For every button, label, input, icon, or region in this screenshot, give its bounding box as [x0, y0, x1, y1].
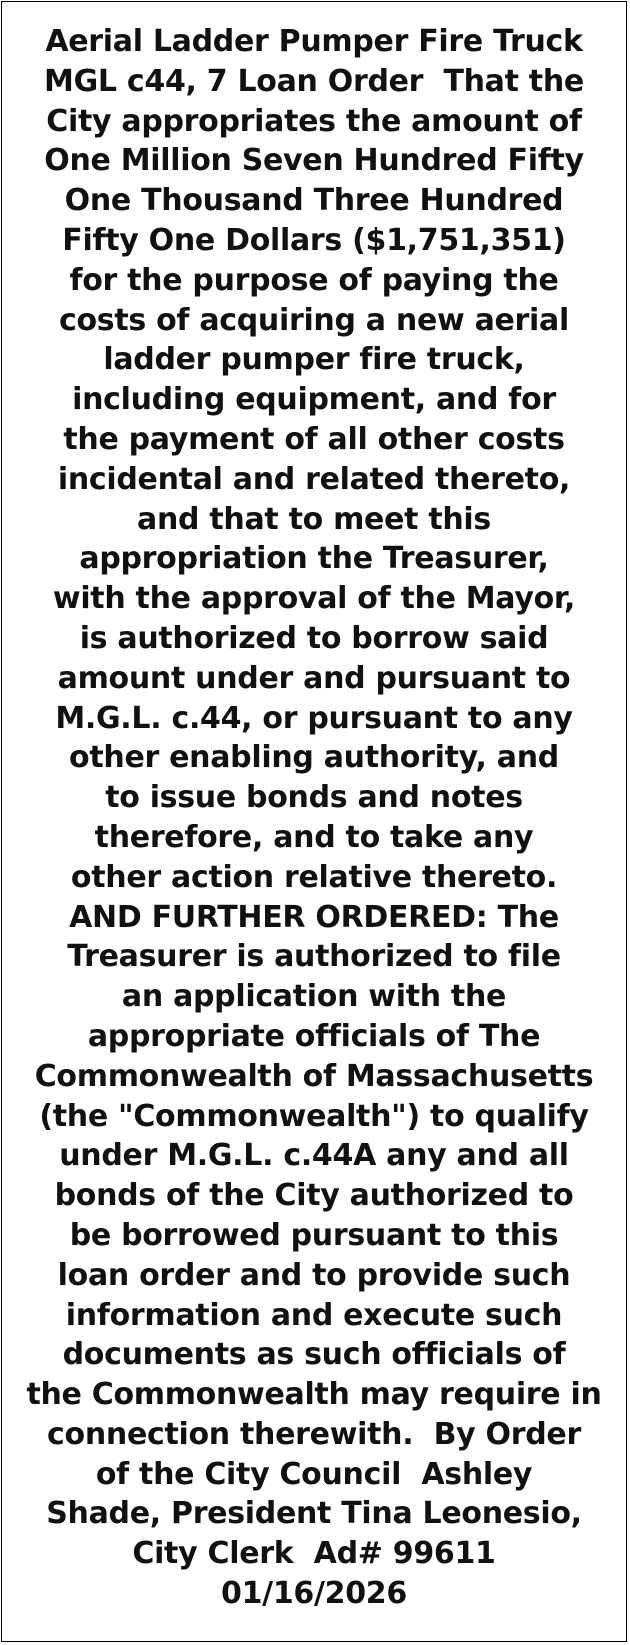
- notice-line: bonds of the City authorized to: [54, 1178, 574, 1214]
- notice-line: Treasurer is authorized to file: [67, 939, 561, 975]
- notice-line: (the "Commonwealth") to qualify: [39, 1098, 589, 1134]
- notice-line: and that to meet this: [137, 501, 491, 537]
- notice-line: an application with the: [121, 979, 507, 1015]
- notice-text: [10, 22, 618, 1614]
- notice-line: costs of acquiring a new aerial: [59, 302, 569, 338]
- notice-line: the Commonwealth may require in: [26, 1377, 602, 1413]
- notice-line: under M.G.L. c.44A any and all: [59, 1138, 569, 1174]
- notice-line: including equipment, and for: [72, 382, 556, 418]
- notice-line: incidental and related thereto,: [57, 461, 571, 497]
- notice-line: M.G.L. c.44, or pursuant to any: [55, 700, 573, 736]
- notice-line: One Thousand Three Hundred: [64, 183, 564, 219]
- notice-line: Shade, President Tina Leonesio,: [46, 1496, 582, 1532]
- notice-line: with the approval of the Mayor,: [52, 581, 576, 617]
- notice-line: is authorized to borrow said: [79, 620, 549, 656]
- notice-line: One Million Seven Hundred Fifty: [44, 143, 584, 179]
- notice-line: documents as such officials of: [62, 1337, 566, 1373]
- notice-line: AND FURTHER ORDERED: The: [69, 899, 559, 935]
- notice-line: therefore, and to take any: [94, 819, 534, 855]
- notice-line: be borrowed pursuant to this: [69, 1217, 559, 1253]
- notice-line: ladder pumper fire truck,: [103, 342, 525, 378]
- notice-line: appropriate officials of The: [87, 1018, 541, 1054]
- notice-line: information and execute such: [65, 1297, 563, 1333]
- notice-line: other action relative thereto.: [70, 859, 558, 895]
- notice-title-line: Aerial Ladder Pumper Fire Truck: [45, 24, 583, 59]
- notice-line: of the City Council Ashley: [95, 1456, 533, 1492]
- notice-line: other enabling authority, and: [69, 740, 559, 776]
- notice-line: loan order and to provide such: [57, 1257, 571, 1293]
- notice-line: Commonwealth of Massachusetts: [34, 1058, 594, 1094]
- notice-line: to issue bonds and notes: [105, 780, 523, 816]
- notice-line: City appropriates the amount of: [46, 103, 582, 139]
- notice-line: for the purpose of paying the: [69, 262, 559, 298]
- notice-line: the payment of all other costs: [63, 421, 565, 457]
- notice-line: connection therewith. By Order: [47, 1416, 581, 1452]
- notice-line: amount under and pursuant to: [57, 660, 571, 696]
- notice-line: MGL c44, 7 Loan Order That the: [44, 63, 584, 99]
- legal-notice-ad: [1, 1, 627, 1642]
- publication-date: 01/16/2026: [221, 1576, 407, 1612]
- ad-number-line: City Clerk Ad# 99611: [132, 1536, 496, 1572]
- notice-line: Fifty One Dollars ($1,751,351): [62, 222, 566, 258]
- notice-line: appropriation the Treasurer,: [79, 541, 549, 577]
